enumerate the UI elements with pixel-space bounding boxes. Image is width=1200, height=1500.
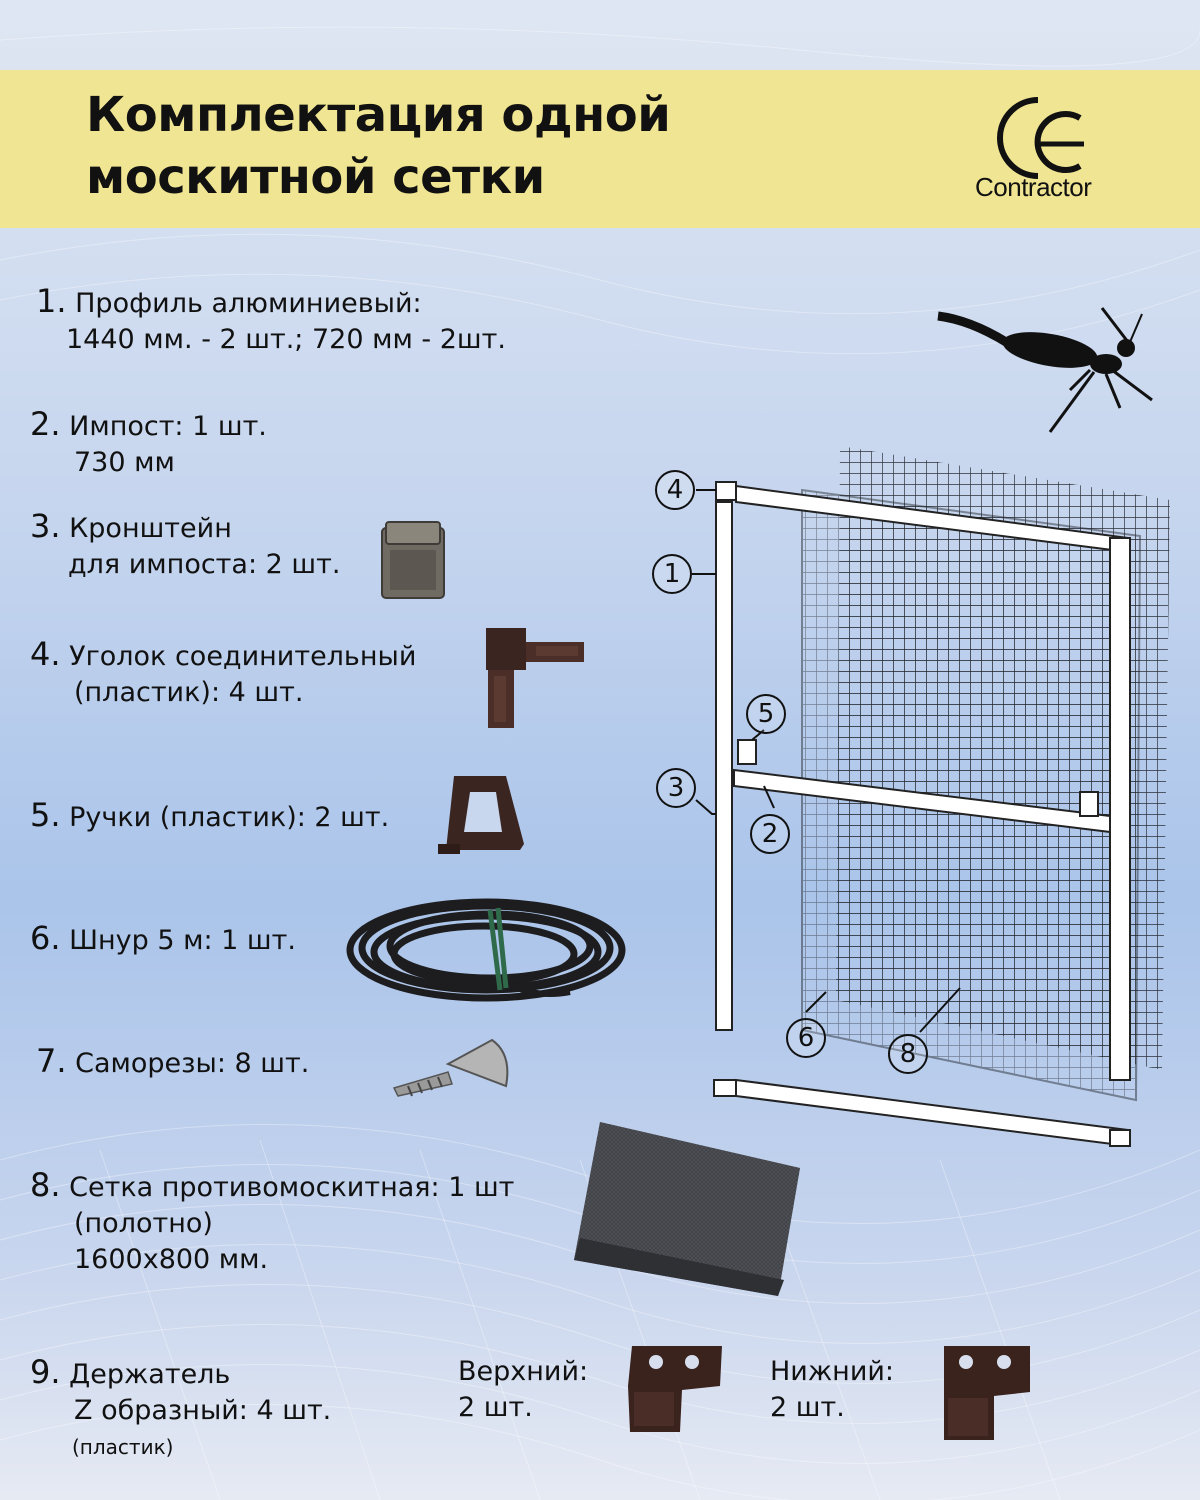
item-number: 7.	[36, 1042, 67, 1080]
item-2	[30, 406, 267, 481]
item-text: Z образный: 4 шт.	[74, 1395, 332, 1426]
callout-1: 1	[652, 554, 692, 594]
handle-icon	[438, 770, 530, 856]
callout-6: 6	[786, 1018, 826, 1058]
logo-name: Contractor	[975, 172, 1092, 202]
item-9	[30, 1354, 331, 1465]
item-number: 5.	[30, 796, 61, 834]
callout-5: 5	[746, 694, 786, 734]
item-text: (пластик): 4 шт.	[74, 677, 304, 708]
mosquito-icon	[930, 290, 1160, 440]
holder-bottom-qty: 2 шт.	[770, 1392, 845, 1423]
callout-8: 8	[888, 1034, 928, 1074]
item-text: для импоста: 2 шт.	[68, 549, 341, 580]
item-text: 730 мм	[74, 447, 175, 478]
holder-top-title: Верхний:	[458, 1356, 589, 1387]
item-1	[36, 283, 506, 358]
callout-2: 2	[750, 814, 790, 854]
item-number: 2.	[30, 405, 61, 443]
item-8	[30, 1167, 514, 1278]
holder-top-label	[458, 1354, 588, 1426]
item-number: 3.	[30, 507, 61, 545]
item-text: (полотно)	[74, 1208, 213, 1239]
callout-4: 4	[655, 470, 695, 510]
item-number: 9.	[30, 1353, 61, 1391]
page-title	[86, 84, 670, 208]
item-text: (пластик)	[72, 1435, 174, 1459]
item-text: 1600x800 мм.	[74, 1244, 269, 1275]
callout-3: 3	[656, 768, 696, 808]
item-7	[36, 1043, 309, 1082]
item-text: Шнур 5 м: 1 шт.	[69, 925, 296, 956]
item-3	[30, 508, 340, 583]
item-text: Уголок соединительный	[69, 641, 417, 672]
item-text: Профиль алюминиевый:	[75, 288, 422, 319]
item-number: 1.	[36, 282, 67, 320]
item-4	[30, 636, 416, 711]
item-text: Саморезы: 8 шт.	[75, 1048, 310, 1079]
title-line-1: Комплектация одной	[86, 87, 671, 143]
holder-top-icon	[622, 1340, 726, 1436]
item-number: 4.	[30, 635, 61, 673]
item-number: 8.	[30, 1166, 61, 1204]
item-text: Ручки (пластик): 2 шт.	[69, 802, 390, 833]
cord-coil-icon	[340, 888, 632, 1012]
item-text: Держатель	[69, 1359, 231, 1390]
impost-bracket-icon	[376, 520, 450, 602]
screw-icon	[388, 1034, 520, 1102]
item-text: Сетка противомоскитная: 1 шт	[69, 1172, 515, 1203]
item-text: Кронштейн	[69, 513, 232, 544]
holder-bottom-label	[770, 1354, 894, 1426]
item-5	[30, 797, 389, 836]
holder-top-qty: 2 шт.	[458, 1392, 533, 1423]
item-6	[30, 920, 296, 959]
item-text: 1440 мм. - 2 шт.; 720 мм - 2шт.	[66, 324, 506, 355]
item-text: Импост: 1 шт.	[69, 411, 267, 442]
corner-connector-icon	[474, 626, 588, 730]
title-line-2: москитной сетки	[86, 149, 545, 205]
holder-bottom-icon	[936, 1340, 1036, 1444]
item-number: 6.	[30, 919, 61, 957]
holder-bottom-title: Нижний:	[770, 1356, 895, 1387]
